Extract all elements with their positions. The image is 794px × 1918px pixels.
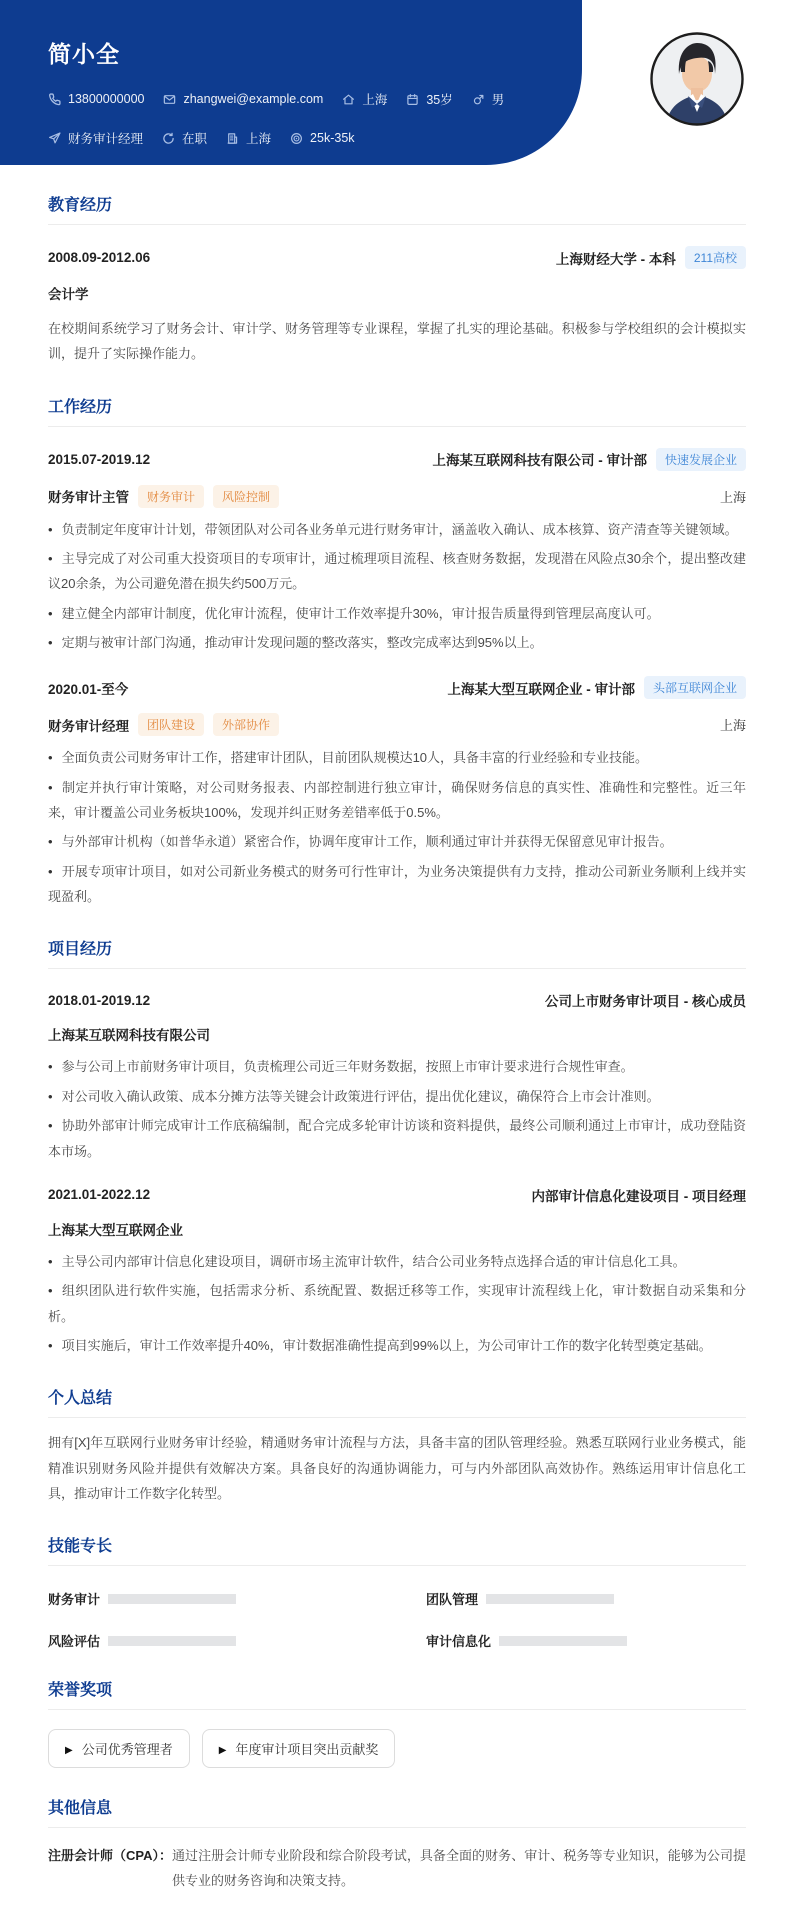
section-title-work: 工作经历 (48, 394, 746, 427)
email-icon (163, 93, 176, 106)
work-bullet: • 与外部审计机构（如普华永道）紧密合作，协调年度审计工作，顺利通过审计并获得无保留意见审计报告。 (48, 829, 746, 854)
avatar (650, 32, 744, 126)
position-text: 财务审计经理 (68, 132, 144, 146)
section-skills (48, 1533, 746, 1650)
certificate-label: 注册会计师（CPA）： (48, 1848, 172, 1864)
section-title-skills: 技能专长 (48, 1533, 746, 1566)
honor-chip (202, 1729, 396, 1768)
project-date: 2021.01-2022.12 (48, 1187, 151, 1203)
certificate-text: 通过注册会计师专业阶段和综合阶段考试，具备全面的财务、审计、税务等专业知识，能够为公司提供专业的财务咨询和决策支持。 (171, 1848, 746, 1888)
status-icon (162, 132, 175, 145)
work-tag: 财务审计 (138, 485, 204, 508)
project-bullet: • 组织团队进行软件实施，包括需求分析、系统配置、数据迁移等工作，实现审计流程线上化，审计数据自动采集和分析。 (48, 1278, 746, 1329)
age-text: 35岁 (426, 93, 453, 107)
section-work (48, 394, 746, 910)
education-badge: 211高校 (685, 246, 746, 269)
section-other (48, 1795, 746, 1893)
skill-label: 风险评估 (48, 1634, 101, 1650)
project-bullet: • 协助外部审计师完成审计工作底稿编制，配合完成多轮审计访谈和资料提供，最终公司顺利通过上市审计，成功登陆资本市场。 (48, 1113, 746, 1164)
work-date: 2020.01-至今 (48, 681, 129, 697)
phone-text: 13800000000 (68, 92, 145, 106)
city-icon (226, 132, 239, 145)
resume-body (0, 192, 794, 1918)
salary-item (290, 131, 354, 145)
resume-header (0, 0, 794, 165)
work-tag: 团队建设 (138, 713, 204, 736)
education-school: 上海财经大学 - 本科 (555, 251, 676, 267)
gender-icon (472, 93, 485, 106)
play-icon (219, 1741, 227, 1756)
contact-row-2 (48, 129, 794, 147)
candidate-name: 简小全 (48, 41, 120, 67)
work-bullet: • 制定并执行审计策略，对公司财务报表、内部控制进行独立审计，确保财务信息的真实性、准确性和完整性。近三年来，审计覆盖公司业务板块100%，发现并纠正财务差错率低于0.5%。 (48, 775, 746, 826)
skill-item (426, 1589, 746, 1608)
age-icon (406, 93, 419, 106)
email-text: zhangwei@example.com (183, 92, 324, 106)
project-item-2 (48, 1185, 746, 1358)
salary-text: 25k-35k (310, 131, 355, 145)
section-title-summary: 个人总结 (48, 1385, 746, 1418)
section-title-education: 教育经历 (48, 192, 746, 225)
work-company: 上海某互联网科技有限公司 - 审计部 (432, 453, 647, 469)
play-icon (65, 1741, 73, 1756)
skill-item (48, 1589, 368, 1608)
education-date: 2008.09-2012.06 (48, 250, 151, 265)
section-title-honors: 荣誉奖项 (48, 1677, 746, 1710)
phone-item (48, 92, 144, 106)
age-item (406, 90, 452, 108)
project-item-1 (48, 990, 746, 1163)
work-date: 2015.07-2019.12 (48, 451, 151, 467)
phone-icon (48, 93, 61, 106)
work-bullet: • 全面负责公司财务审计工作，搭建审计团队，目前团队规模达10人，具备丰富的行业经验和专业技能。 (48, 745, 746, 770)
section-education (48, 192, 746, 367)
gender-item (472, 90, 505, 108)
work-city: 上海 (719, 718, 746, 734)
company-badge: 快速发展企业 (656, 448, 746, 471)
work-city: 上海 (719, 489, 746, 505)
project-bullet: • 主导公司内部审计信息化建设项目，调研市场主流审计软件，结合公司业务特点选择合适的审计信息化工具。 (48, 1249, 746, 1274)
skill-bar-track (108, 1636, 236, 1646)
section-honors (48, 1677, 746, 1768)
honor-chip (48, 1729, 190, 1768)
gender-text: 男 (491, 93, 505, 107)
work-bullet: • 开展专项审计项目，如对公司新业务模式的财务可行性审计，为业务决策提供有力支持，推动公司新业务顺利上线并实现盈利。 (48, 859, 746, 910)
position-icon (48, 132, 61, 145)
work-bullet: • 负责制定年度审计计划，带领团队对公司各业务单元进行财务审计，涵盖收入确认、成本核算、资产清查等关键领域。 (48, 517, 746, 542)
skill-bar-track (108, 1594, 236, 1604)
work-item-1 (48, 448, 746, 656)
position-item (48, 129, 143, 147)
work-bullet: • 定期与被审计部门沟通，推动审计发现问题的整改落实，整改完成率达到95%以上。 (48, 630, 746, 655)
skill-bar-track (486, 1594, 614, 1604)
company-badge: 头部互联网企业 (644, 676, 746, 699)
work-city-text: 上海 (246, 132, 272, 146)
work-tag: 外部协作 (213, 713, 279, 736)
job-status-item (162, 129, 207, 147)
project-company: 上海某大型互联网企业 (48, 1222, 183, 1238)
project-name: 内部审计信息化建设项目 - 项目经理 (531, 1188, 746, 1204)
job-status-text: 在职 (182, 132, 208, 146)
education-item (48, 246, 746, 367)
project-bullet: • 对公司收入确认政策、成本分摊方法等关键会计政策进行评估，提出优化建议，确保符合上市会计准则。 (48, 1084, 746, 1109)
home-city-text: 上海 (362, 93, 388, 107)
skill-bar-track (499, 1636, 627, 1646)
salary-icon (290, 132, 303, 145)
honor-label: 年度审计项目突出贡献奖 (235, 1742, 379, 1758)
work-company: 上海某大型互联网企业 - 审计部 (447, 681, 635, 697)
project-company: 上海某互联网科技有限公司 (48, 1028, 210, 1044)
honor-label: 公司优秀管理者 (81, 1742, 173, 1758)
work-city-item (226, 129, 271, 147)
education-major: 会计学 (48, 287, 89, 302)
work-tag: 风险控制 (213, 485, 279, 508)
skill-label: 审计信息化 (426, 1634, 492, 1650)
home-icon (342, 93, 355, 106)
project-bullet: • 参与公司上市前财务审计项目，负责梳理公司近三年财务数据，按照上市审计要求进行合规性审查。 (48, 1054, 746, 1079)
skill-label: 财务审计 (48, 1592, 101, 1608)
work-bullet: • 建立健全内部审计制度，优化审计流程，使审计工作效率提升30%，审计报告质量得到管理层高度认可。 (48, 601, 746, 626)
work-bullet: • 主导完成了对公司重大投资项目的专项审计，通过梳理项目流程、核查财务数据，发现潜在风险点30余个，提出整改建议20余条，为公司避免潜在损失约500万元。 (48, 546, 746, 597)
project-name: 公司上市财务审计项目 - 核心成员 (545, 994, 746, 1010)
email-item (163, 92, 323, 106)
work-position: 财务审计经理 (48, 718, 129, 734)
home-city-item (342, 90, 387, 108)
summary-text: 拥有[X]年互联网行业财务审计经验，精通财务审计流程与方法，具备丰富的团队管理经验。熟悉互联网行业业务模式，能精准识别财务风险并提供有效解决方案。具备良好的沟通协调能力，可与内外部团队高效协作。熟练运用审计信息化工具，推动审计工作数字化转型。 (48, 1435, 746, 1501)
section-title-other: 其他信息 (48, 1795, 746, 1828)
section-title-projects: 项目经历 (48, 936, 746, 969)
skill-item (48, 1631, 368, 1650)
skill-item (426, 1631, 746, 1650)
work-item-2 (48, 676, 746, 909)
section-summary (48, 1385, 746, 1506)
work-position: 财务审计主管 (48, 490, 129, 506)
project-date: 2018.01-2019.12 (48, 992, 151, 1008)
section-projects (48, 936, 746, 1358)
project-bullet: • 项目实施后，审计工作效率提升40%，审计数据准确性提高到99%以上，为公司审计工作的数字化转型奠定基础。 (48, 1333, 746, 1358)
skill-label: 团队管理 (426, 1592, 479, 1608)
education-description: 在校期间系统学习了财务会计、审计学、财务管理等专业课程，掌握了扎实的理论基础。积极参与学校组织的会计模拟实训，提升了实际操作能力。 (48, 321, 746, 362)
